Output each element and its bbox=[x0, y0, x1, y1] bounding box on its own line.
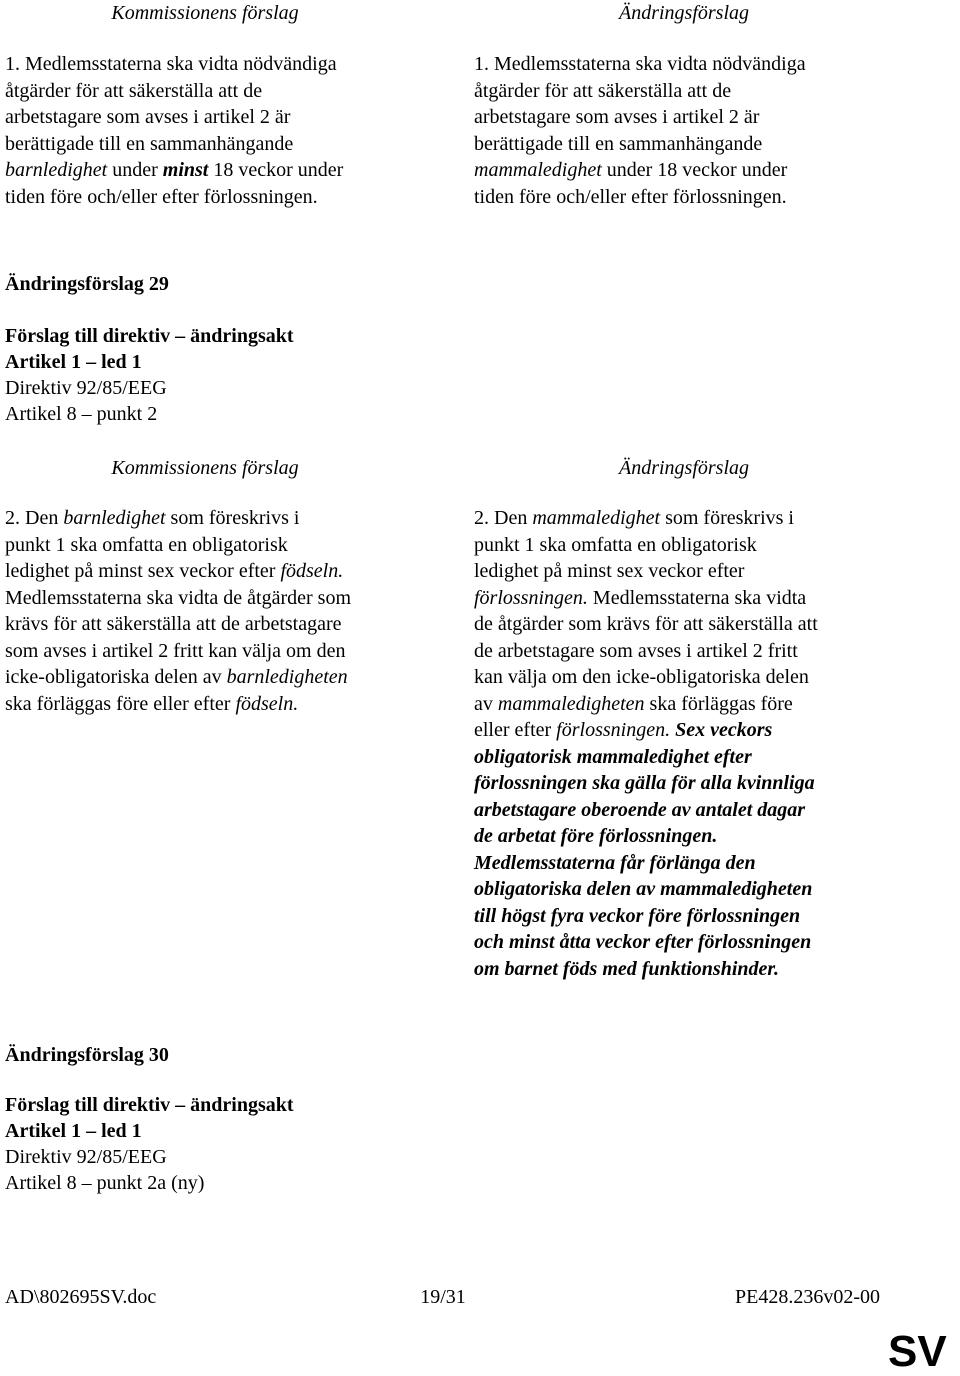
sub-article-label: Artikel 8 – punkt 2a (ny) bbox=[5, 1172, 205, 1194]
text-segment: obligatoriska delen av mammaledigheten bbox=[474, 878, 813, 900]
text-segment: och minst åtta veckor efter förlossningen bbox=[474, 931, 812, 953]
text-line bbox=[474, 929, 894, 956]
text-line bbox=[474, 184, 894, 211]
text-line bbox=[474, 956, 894, 983]
footer-doc-ref: AD\802695SV.doc bbox=[5, 1286, 157, 1308]
text-segment: förlossningen. bbox=[556, 719, 671, 741]
footer-page-number: 19/31 bbox=[420, 1286, 466, 1308]
directive-label: Direktiv 92/85/EEG bbox=[5, 1146, 167, 1168]
text-line bbox=[5, 104, 425, 131]
text-segment: 1. Medlemsstaterna ska vidta nödvändiga bbox=[5, 53, 337, 75]
text-segment: 2. Den bbox=[5, 507, 64, 529]
text-line bbox=[5, 157, 425, 184]
text-line bbox=[474, 717, 894, 744]
text-line bbox=[474, 611, 894, 638]
text-line bbox=[5, 78, 425, 105]
text-segment: berättigade till en sammanhängande bbox=[474, 132, 763, 155]
text-segment: Sex veckors bbox=[675, 719, 773, 741]
text-line bbox=[474, 850, 894, 877]
text-segment: barnledighet bbox=[63, 507, 166, 529]
text-line bbox=[474, 157, 894, 184]
text-line bbox=[474, 532, 894, 559]
text-segment: 1. Medlemsstaterna ska vidta nödvändiga bbox=[474, 53, 806, 75]
text-segment: minst bbox=[162, 159, 209, 181]
text-segment: icke-obligatoriska delen av bbox=[5, 666, 227, 688]
text-segment: Medlemsstaterna ska vidta bbox=[587, 586, 807, 609]
article-label: Artikel 1 – led 1 bbox=[5, 1120, 142, 1142]
commission-text bbox=[5, 51, 425, 210]
proposal-label: Förslag till direktiv – ändringsakt bbox=[5, 1094, 294, 1116]
text-segment: de åtgärder som krävs för att säkerställa att bbox=[474, 613, 818, 635]
text-line bbox=[5, 505, 425, 532]
text-segment: de arbetstagare som avses i artikel 2 fritt bbox=[474, 639, 798, 662]
text-segment: av bbox=[474, 692, 498, 715]
column-header-amendment: Ändringsförslag bbox=[618, 457, 750, 479]
text-line bbox=[5, 131, 425, 158]
text-line bbox=[5, 585, 425, 612]
text-segment: Medlemsstaterna får förlänga den bbox=[474, 851, 756, 874]
text-segment: kan välja om den icke-obligatoriska delen bbox=[474, 666, 809, 688]
text-segment: Medlemsstaterna ska vidta de åtgärder som bbox=[5, 586, 351, 609]
text-segment: mammaledighet bbox=[532, 507, 661, 529]
text-segment: de arbetat före förlossningen. bbox=[474, 825, 718, 847]
text-segment: ledighet på minst sex veckor efter bbox=[5, 560, 281, 582]
text-segment: ska förläggas före eller efter bbox=[5, 692, 236, 715]
text-line bbox=[474, 876, 894, 903]
column-header-commission: Kommissionens förslag bbox=[111, 457, 299, 479]
text-segment: födseln. bbox=[280, 560, 344, 582]
text-segment: som föreskrivs i bbox=[660, 507, 794, 529]
text-segment: tiden före och/eller efter förlossningen. bbox=[474, 185, 787, 208]
proposal-label: Förslag till direktiv – ändringsakt bbox=[5, 325, 294, 347]
text-segment: till högst fyra veckor före förlossningen bbox=[474, 904, 801, 927]
text-segment: 2. Den bbox=[474, 507, 533, 529]
text-line bbox=[5, 51, 425, 78]
text-line bbox=[474, 638, 894, 665]
column-header-commission: Kommissionens förslag bbox=[111, 2, 299, 24]
text-segment: under bbox=[107, 159, 163, 181]
text-line bbox=[474, 51, 894, 78]
amendment-text bbox=[474, 505, 894, 982]
text-line bbox=[5, 184, 425, 211]
text-line bbox=[5, 638, 425, 665]
sub-article-label: Artikel 8 – punkt 2 bbox=[5, 403, 158, 425]
text-segment: som avses i artikel 2 fritt kan välja om den bbox=[5, 639, 346, 662]
column-header-amendment: Ändringsförslag bbox=[618, 2, 750, 24]
amendment-title: Ändringsförslag 30 bbox=[5, 1044, 169, 1066]
text-segment: under 18 veckor under bbox=[601, 159, 788, 181]
text-segment: förlossningen ska gälla för alla kvinnliga bbox=[474, 772, 815, 794]
text-segment: eller efter bbox=[474, 719, 557, 741]
text-line bbox=[5, 691, 425, 718]
text-segment: krävs för att säkerställa att de arbetstagare bbox=[5, 613, 342, 635]
text-segment: mammaledighet bbox=[474, 159, 602, 181]
text-segment: barnledigheten bbox=[226, 666, 348, 688]
text-segment: arbetstagare oberoende av antalet dagar bbox=[474, 798, 806, 821]
text-line bbox=[474, 104, 894, 131]
text-segment: ledighet på minst sex veckor efter bbox=[474, 560, 745, 582]
amendment-text bbox=[474, 51, 894, 210]
text-segment: som föreskrivs i bbox=[165, 507, 300, 529]
text-segment: 18 veckor under bbox=[208, 159, 344, 181]
text-segment: punkt 1 ska omfatta en obligatorisk bbox=[474, 533, 757, 556]
article-label: Artikel 1 – led 1 bbox=[5, 351, 142, 373]
text-line bbox=[474, 903, 894, 930]
text-segment: berättigade till en sammanhängande bbox=[5, 132, 294, 155]
text-line bbox=[5, 558, 425, 585]
text-segment: arbetstagare som avses i artikel 2 är bbox=[5, 106, 291, 128]
text-segment: mammaledigheten bbox=[497, 692, 645, 715]
text-line bbox=[5, 664, 425, 691]
footer-pe-ref: PE428.236v02-00 bbox=[735, 1286, 880, 1308]
text-segment: förlossningen. bbox=[474, 586, 588, 609]
text-line bbox=[474, 797, 894, 824]
text-segment: åtgärder för att säkerställa att de bbox=[474, 79, 732, 102]
text-line bbox=[474, 770, 894, 797]
text-line bbox=[5, 611, 425, 638]
text-segment: punkt 1 ska omfatta en obligatorisk bbox=[5, 533, 288, 556]
text-segment: åtgärder för att säkerställa att de bbox=[5, 79, 263, 102]
text-line bbox=[474, 691, 894, 718]
text-line bbox=[474, 664, 894, 691]
text-line bbox=[474, 505, 894, 532]
text-line bbox=[474, 744, 894, 771]
text-segment: arbetstagare som avses i artikel 2 är bbox=[474, 106, 760, 128]
text-line bbox=[474, 78, 894, 105]
text-line bbox=[474, 823, 894, 850]
footer-language-code: SV bbox=[888, 1327, 947, 1376]
text-segment: ska förläggas före bbox=[644, 692, 793, 715]
text-line bbox=[474, 131, 894, 158]
text-line bbox=[474, 558, 894, 585]
directive-label: Direktiv 92/85/EEG bbox=[5, 377, 167, 399]
text-segment: barnledighet bbox=[5, 159, 108, 181]
text-line bbox=[5, 532, 425, 559]
text-line bbox=[474, 585, 894, 612]
text-segment: om barnet föds med funktionshinder. bbox=[474, 957, 780, 980]
text-segment: tiden före och/eller efter förlossningen. bbox=[5, 185, 318, 208]
text-segment: födseln. bbox=[235, 692, 299, 715]
commission-text bbox=[5, 505, 425, 717]
amendment-title: Ändringsförslag 29 bbox=[5, 273, 169, 295]
text-segment: obligatorisk mammaledighet efter bbox=[474, 745, 752, 768]
